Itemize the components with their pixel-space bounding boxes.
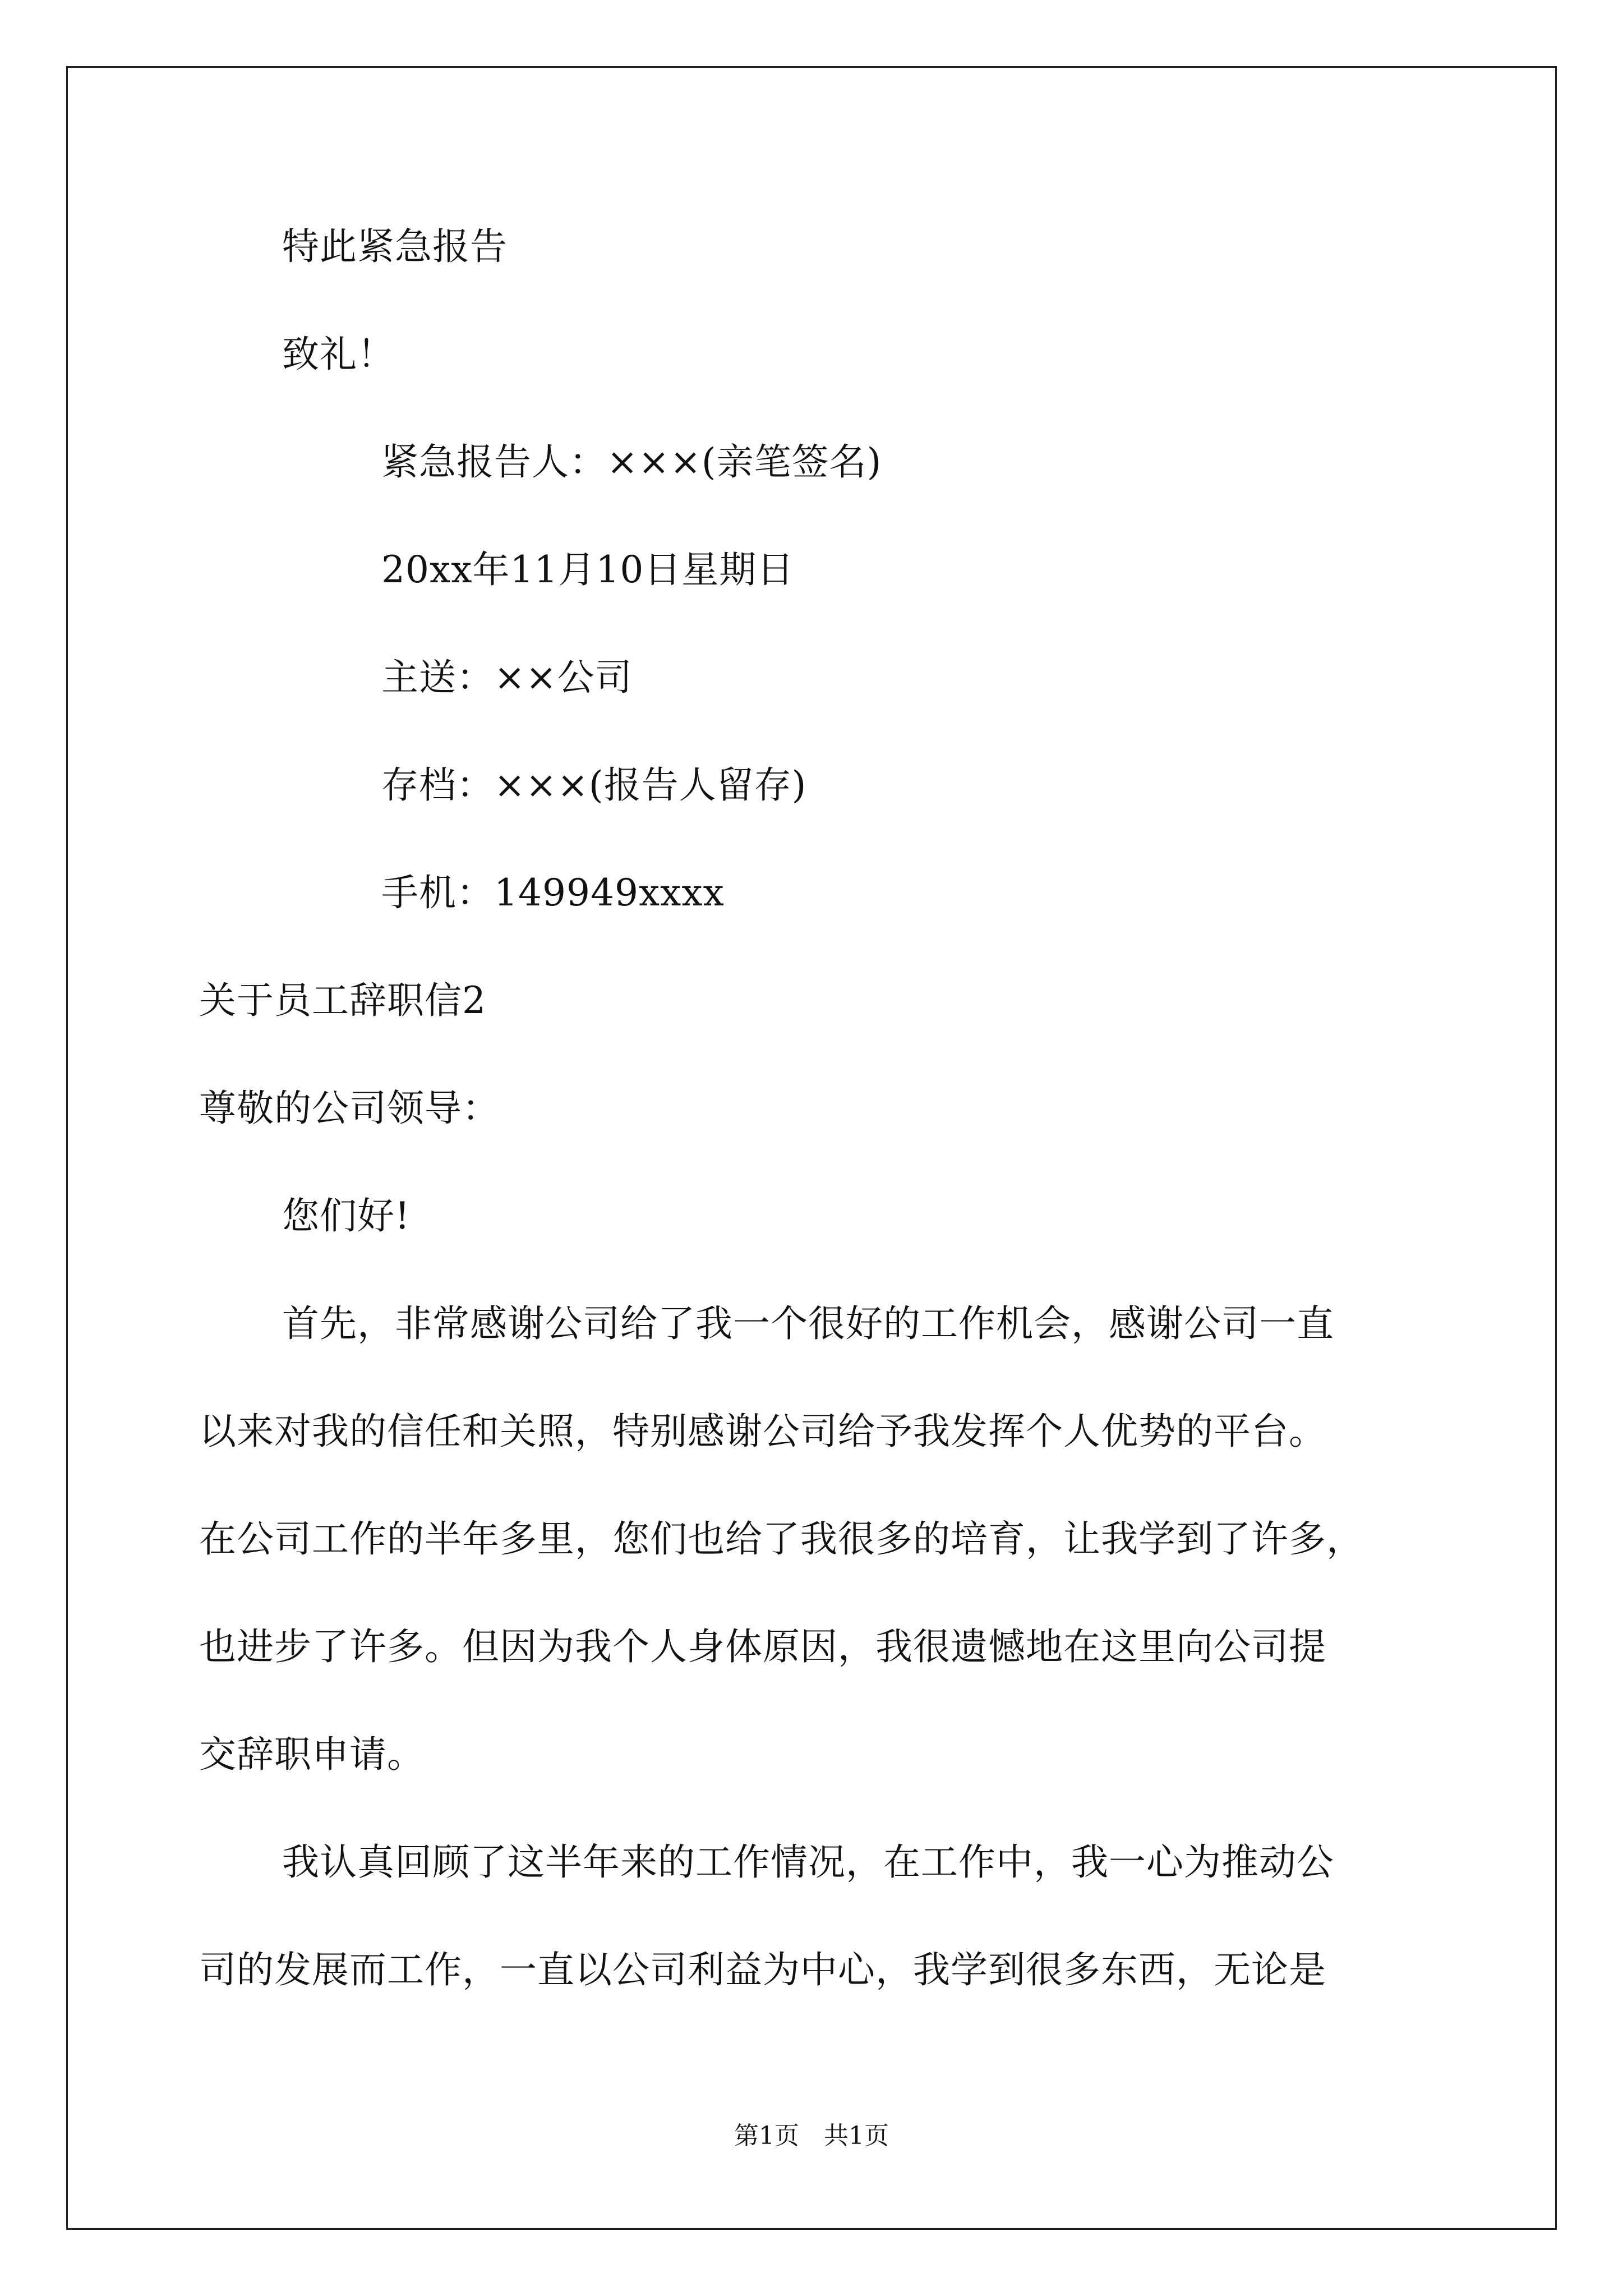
paragraph-1-line-3: 在公司工作的半年多里，您们也给了我很多的培育，让我学到了许多， <box>199 1517 1364 1561</box>
special-report-line: 特此紧急报告 <box>282 225 508 268</box>
phone-line: 手机：149949xxxx <box>381 871 725 914</box>
paragraph-1-line-4: 也进步了许多。但因为我个人身体原因，我很遗憾地在这里向公司提 <box>199 1625 1326 1668</box>
page-border <box>66 66 1557 2230</box>
paragraph-1-line-1: 首先，非常感谢公司给了我一个很好的工作机会，感谢公司一直 <box>282 1302 1334 1345</box>
paragraph-1-line-5: 交辞职申请。 <box>199 1733 425 1776</box>
send-to-line: 主送：××公司 <box>381 656 633 699</box>
reporter-line: 紧急报告人：×××(亲笔签名) <box>381 440 882 484</box>
letter-greeting: 您们好! <box>282 1194 411 1237</box>
archive-line: 存档：×××(报告人留存) <box>381 763 807 807</box>
paragraph-2-line-2: 司的发展而工作，一直以公司利益为中心，我学到很多东西，无论是 <box>199 1948 1326 1991</box>
letter-title: 关于员工辞职信2 <box>199 979 486 1022</box>
paragraph-2-line-1: 我认真回顾了这半年来的工作情况，在工作中，我一心为推动公 <box>282 1841 1334 1884</box>
salute-line: 致礼！ <box>282 333 395 376</box>
page-footer: 第1页 共1页 <box>734 2122 889 2150</box>
date-line: 20xx年11月10日星期日 <box>381 548 795 591</box>
letter-salutation: 尊敬的公司领导： <box>199 1087 500 1130</box>
paragraph-1-line-2: 以来对我的信任和关照，特别感谢公司给予我发挥个人优势的平台。 <box>199 1410 1326 1453</box>
